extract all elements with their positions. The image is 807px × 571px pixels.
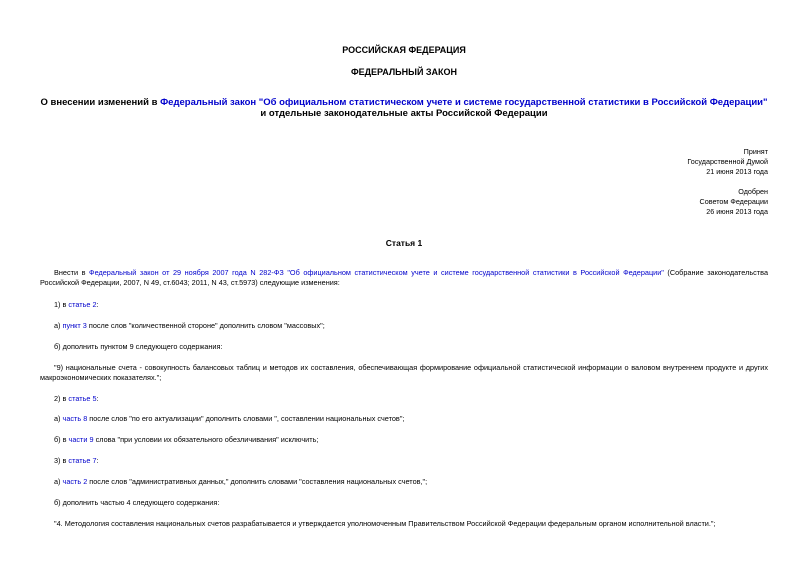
accepted-date: 21 июня 2013 года [706, 167, 768, 176]
item-link[interactable]: статье 7 [68, 456, 97, 465]
item-3a [40, 477, 768, 487]
law-title [40, 97, 768, 119]
item-link[interactable]: статье 2 [68, 300, 97, 309]
item-2 [40, 394, 768, 404]
item-link[interactable]: части 9 [68, 435, 94, 444]
item-text: а) [54, 321, 63, 330]
item-link[interactable]: часть 2 [62, 477, 88, 486]
approved-line: Советом Федерации [699, 197, 768, 206]
item-link[interactable]: пункт 3 [62, 321, 87, 330]
intro-suffix: (Собрание законодательства Российской Федерации, 2007, N 49, ст.6043; 2011, N 43, ст.5973) следующие изменения: [40, 268, 768, 287]
item-1b-text: "9) национальные счета - совокупность балансовых таблиц и методов их составления, обеспечивающая формирование официальной статистической информации о валовом внутреннем продукте и других макроэкономических показателях."; [40, 363, 768, 382]
item-text: а) [54, 414, 63, 423]
item-text: после слов "количественной стороне" дополнить словом "массовых"; [86, 321, 325, 330]
item-text: после слов "административных данных," дополнить словами "составления национальных счетов,"; [87, 477, 428, 486]
item-text: : [96, 394, 99, 403]
accepted-line: Принят [743, 147, 768, 156]
item-1a [40, 321, 768, 331]
intro-prefix: Внести в [54, 268, 90, 277]
law-type-heading: ФЕДЕРАЛЬНЫЙ ЗАКОН [350, 67, 458, 77]
approved-line: Одобрен [738, 187, 768, 196]
intro-law-link[interactable]: Федеральный закон от 29 ноября 2007 года N 282-ФЗ "Об официальном статистическом учете и системе государственной статистики в Российской Федерации" [89, 268, 664, 277]
article-intro [40, 268, 768, 288]
item-text: слова "при условии их обязательного обезличивания" исключить; [93, 435, 319, 444]
item-3b: б) дополнить частью 4 следующего содержания: [54, 498, 220, 507]
article-heading: Статья 1 [385, 238, 423, 248]
country-heading: РОССИЙСКАЯ ФЕДЕРАЦИЯ [342, 45, 466, 55]
item-1 [40, 300, 768, 310]
item-1b: б) дополнить пунктом 9 следующего содержания: [54, 342, 223, 351]
item-link[interactable]: часть 8 [62, 414, 88, 423]
title-law-link[interactable]: Федеральный закон "Об официальном статистическом учете и системе государственной статистики в Российской Федерации" [160, 97, 768, 108]
item-text: : [96, 456, 99, 465]
title-prefix: О внесении изменений в [40, 97, 161, 108]
item-2a [40, 414, 768, 424]
approved-date: 26 июня 2013 года [706, 207, 768, 216]
item-text: б) в [54, 435, 69, 444]
item-link[interactable]: статье 5 [68, 394, 97, 403]
adoption-federation-council [560, 187, 768, 217]
item-text: : [96, 300, 99, 309]
item-text: после слов "по его актуализации" дополнить словами ", составлении национальных счетов"; [87, 414, 405, 423]
item-3 [40, 456, 768, 466]
accepted-line: Государственной Думой [687, 157, 768, 166]
item-3b-text: "4. Методология составления национальных счетов разрабатывается и утверждается уполномоченным Правительством Российской Федерации федеральным органом исполнительной власти."; [54, 519, 716, 528]
item-2b [40, 435, 768, 445]
item-text: 1) в [54, 300, 69, 309]
item-text: а) [54, 477, 63, 486]
title-suffix: и отдельные законодательные акты Российской Федерации [260, 108, 548, 119]
adoption-duma [560, 147, 768, 177]
item-text: 2) в [54, 394, 69, 403]
item-text: 3) в [54, 456, 69, 465]
